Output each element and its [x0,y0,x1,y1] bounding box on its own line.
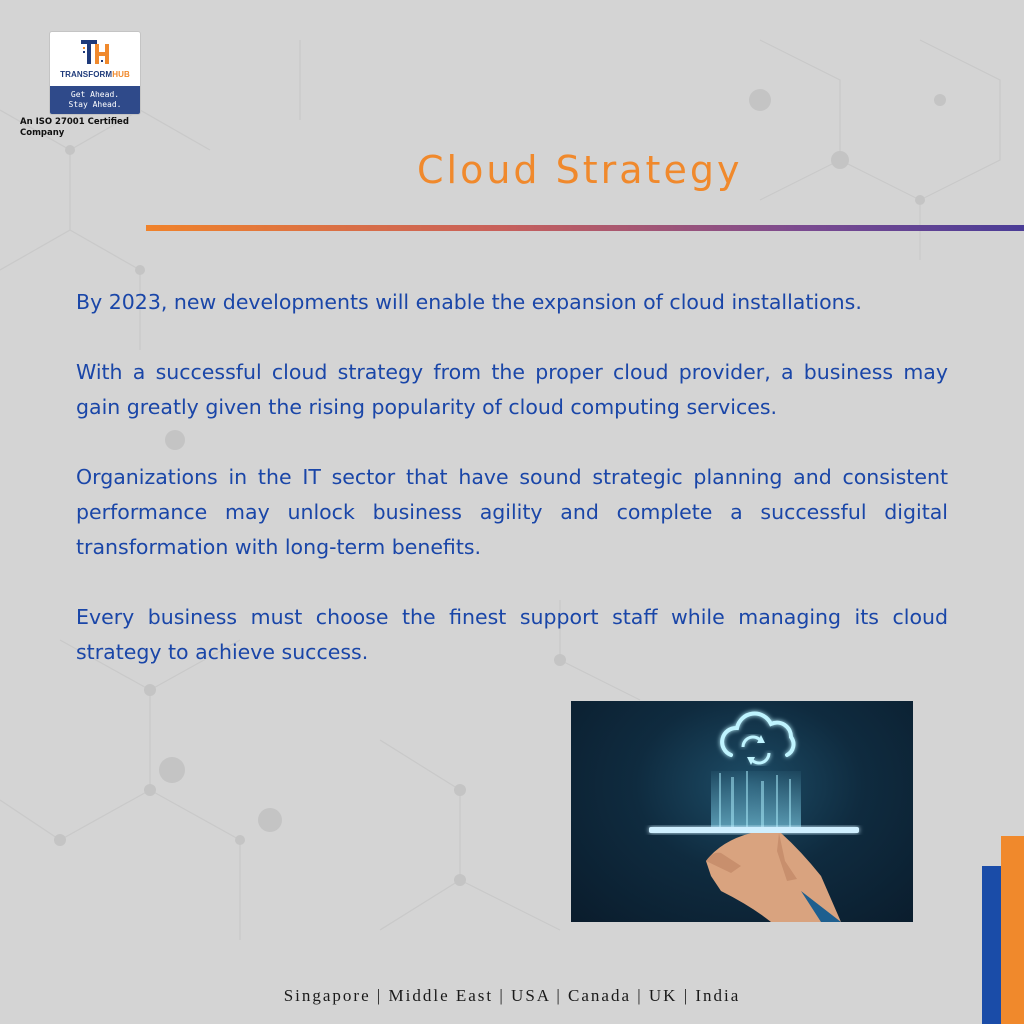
paragraph-3: Organizations in the IT sector that have sound strategic planning and consistent performance may unlock business agility and complete a successful digital transformation with long-term benefits. [76,465,948,559]
body-text [76,285,948,705]
office-locations-footer: Singapore | Middle East | USA | Canada | UK | India [283,986,741,1005]
paragraph-1: By 2023, new developments will enable the expansion of cloud installations. [76,290,862,314]
tagline-line-2: Stay Ahead. [68,100,122,109]
cloud-computing-photo [571,701,913,922]
tagline-line-1: Get Ahead. [70,90,120,99]
title-gradient-rule [146,225,1024,231]
brand-name: TRANSFORMHUB [60,70,130,79]
company-logo [49,31,141,115]
page-title: Cloud Strategy [417,148,743,192]
cloud-sync-on-tablet-hand-icon [571,701,913,922]
brand-tagline [50,86,140,114]
th-monogram-icon [79,38,111,68]
paragraph-4: Every business must choose the finest support staff while managing its cloud strategy to achieve success. [76,605,948,664]
paragraph-2: With a successful cloud strategy from the proper cloud provider, a business may gain greatly given the rising popularity of cloud computing services. [76,360,948,419]
iso-certification-note: An ISO 27001 Certified Company [20,117,129,138]
